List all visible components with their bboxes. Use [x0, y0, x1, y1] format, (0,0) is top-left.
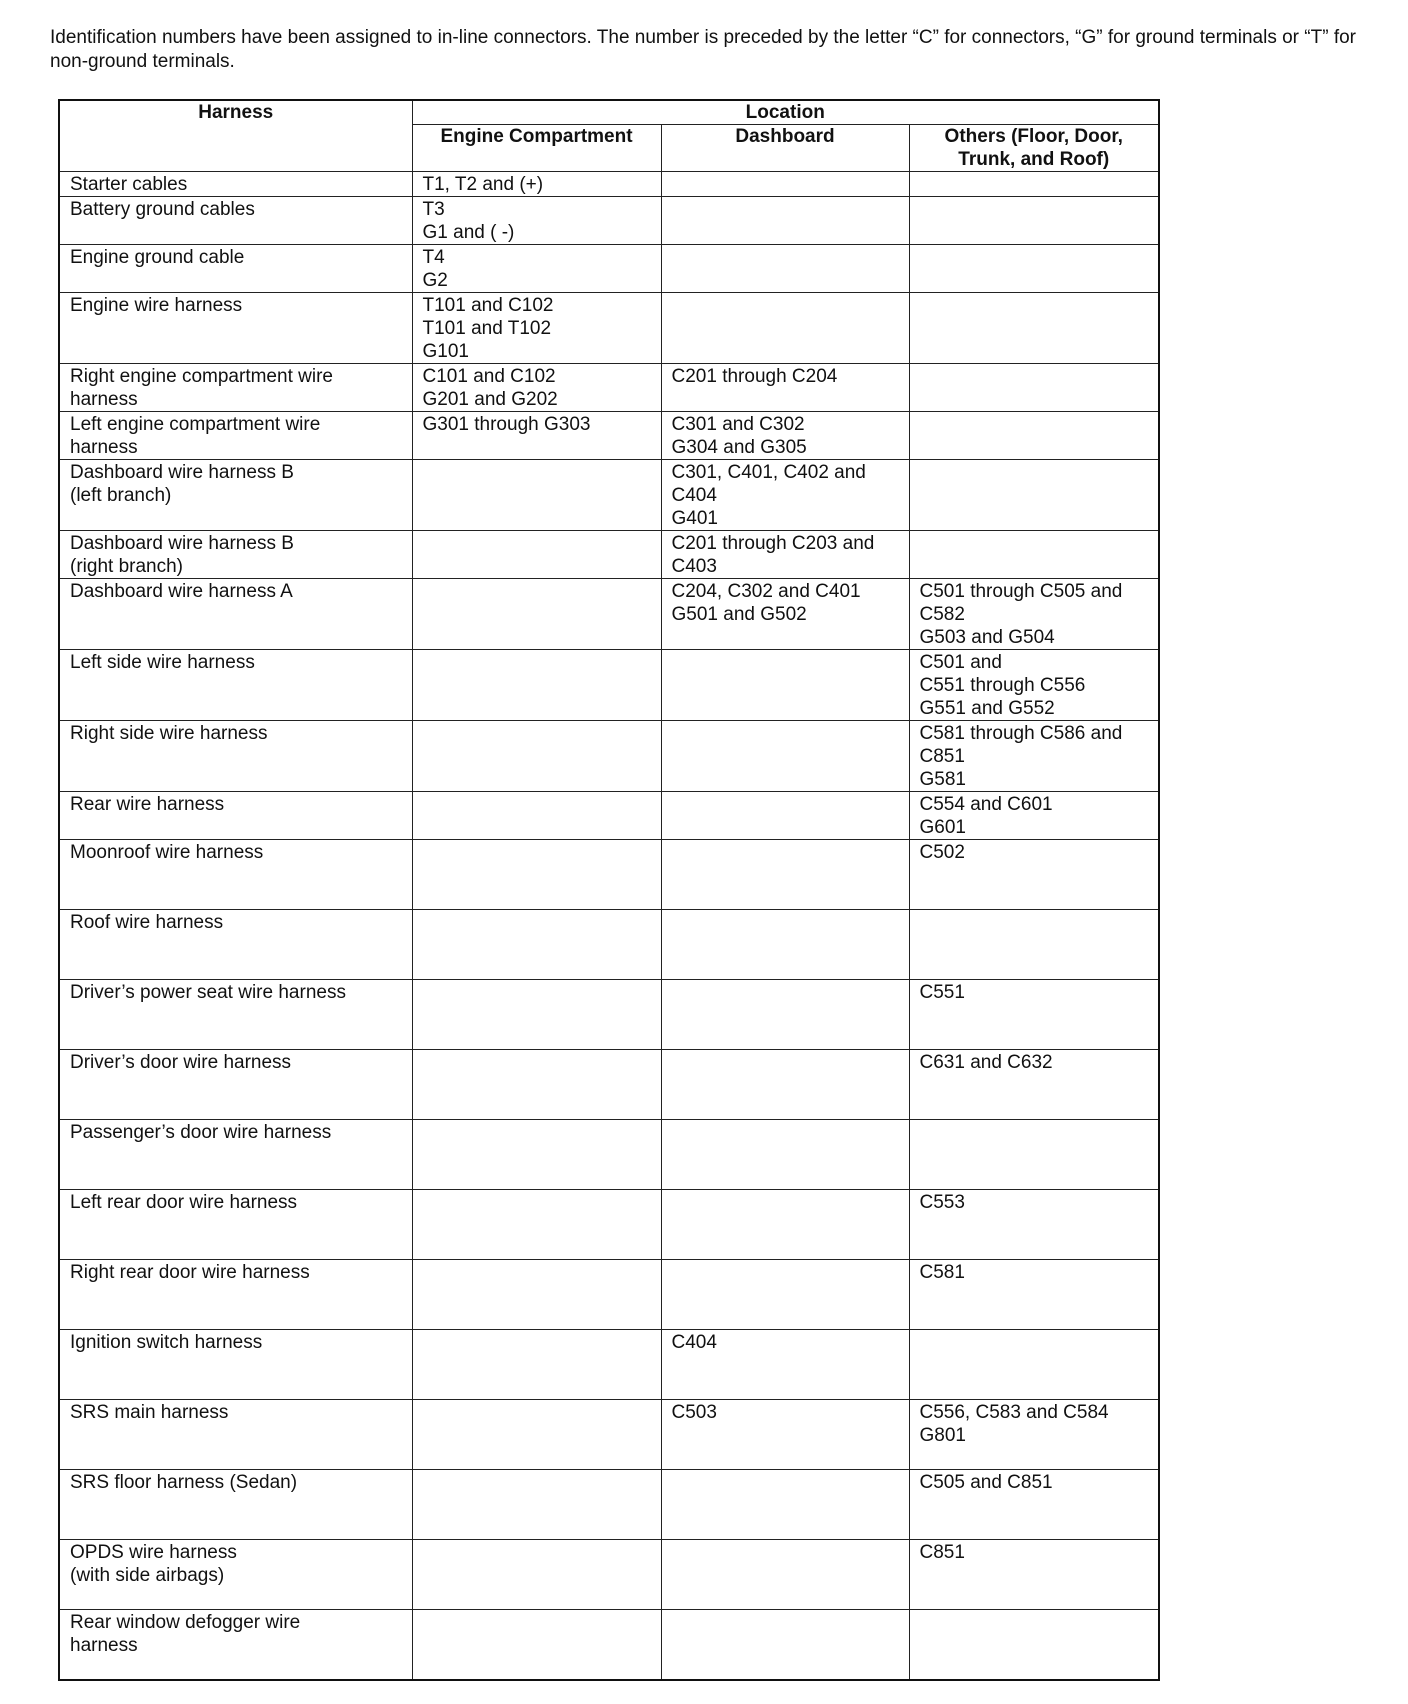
cell-harness-line: Passenger’s door wire harness: [70, 1122, 332, 1143]
cell-harness-line: harness: [70, 437, 138, 458]
cell-dashboard: [661, 792, 909, 840]
cell-harness: [59, 980, 412, 1050]
cell-harness: [59, 1470, 412, 1540]
cell-dashboard-line: G501 and G502: [671, 604, 807, 625]
header-location: Location: [412, 100, 1159, 125]
cell-harness: [59, 412, 412, 460]
cell-harness-line: SRS floor harness (Sedan): [70, 1472, 298, 1493]
cell-others-line: G601: [919, 817, 966, 838]
cell-engine: [412, 1120, 661, 1190]
cell-engine-line: T1, T2 and (+): [422, 174, 544, 195]
cell-others: [909, 460, 1159, 531]
cell-others: [909, 1470, 1159, 1540]
cell-engine: [412, 1330, 661, 1400]
cell-harness: [59, 1400, 412, 1470]
cell-dashboard-line: C201 through C203 and: [671, 533, 875, 554]
cell-others-line: C505 and C851: [919, 1472, 1053, 1493]
header-others-line1: Others (Floor, Door,: [944, 126, 1123, 147]
cell-others: [909, 1330, 1159, 1400]
cell-others-line: G503 and G504: [919, 627, 1055, 648]
cell-harness-line: Moonroof wire harness: [70, 842, 264, 863]
cell-harness: [59, 531, 412, 579]
cell-engine-line: G1 and ( -): [422, 222, 515, 243]
cell-others: [909, 172, 1159, 197]
cell-dashboard: [661, 1540, 909, 1610]
header-dashboard: Dashboard: [661, 125, 909, 172]
cell-engine: [412, 412, 661, 460]
cell-engine-line: G201 and G202: [422, 389, 558, 410]
cell-harness-line: Engine ground cable: [70, 247, 245, 268]
table-row: [59, 197, 1159, 245]
cell-engine: [412, 840, 661, 910]
table-row: [59, 721, 1159, 792]
cell-engine: [412, 172, 661, 197]
cell-others: [909, 1400, 1159, 1470]
header-engine-compartment: Engine Compartment: [412, 125, 661, 172]
cell-others-line: C551: [919, 982, 965, 1003]
table-row: [59, 1540, 1159, 1610]
cell-others: [909, 910, 1159, 980]
cell-others: [909, 531, 1159, 579]
table-body: [59, 172, 1159, 1681]
cell-engine: [412, 1050, 661, 1120]
cell-engine: [412, 1260, 661, 1330]
cell-engine: [412, 293, 661, 364]
cell-harness-line: (left branch): [70, 485, 172, 506]
header-others-line2: Trunk, and Roof): [958, 149, 1110, 170]
cell-engine-line: T101 and T102: [422, 318, 552, 339]
cell-others: [909, 650, 1159, 721]
cell-harness-line: Right engine compartment wire: [70, 366, 333, 387]
cell-harness-line: Dashboard wire harness A: [70, 581, 293, 602]
intro-text: Identification numbers have been assigned to in-line connectors. The number is preceded by the letter “C” for connectors, “G” for ground terminals or “T” for non-ground terminals.: [50, 27, 1356, 72]
cell-others: [909, 1190, 1159, 1260]
cell-others: [909, 197, 1159, 245]
cell-others: [909, 1120, 1159, 1190]
cell-engine: [412, 197, 661, 245]
cell-engine: [412, 650, 661, 721]
cell-dashboard: [661, 721, 909, 792]
cell-harness-line: Ignition switch harness: [70, 1332, 263, 1353]
cell-harness-line: Right side wire harness: [70, 723, 268, 744]
table-row: [59, 1260, 1159, 1330]
cell-engine: [412, 910, 661, 980]
cell-dashboard: [661, 412, 909, 460]
cell-harness: [59, 1330, 412, 1400]
table-row: [59, 910, 1159, 980]
cell-others-line: C851: [919, 746, 965, 767]
cell-harness: [59, 1190, 412, 1260]
cell-dashboard: [661, 1610, 909, 1681]
harness-location-table: [58, 99, 1160, 1681]
cell-engine: [412, 531, 661, 579]
table-row: [59, 792, 1159, 840]
cell-harness-line: (right branch): [70, 556, 183, 577]
cell-engine-line: T4: [422, 247, 445, 268]
cell-others-line: C501 and: [919, 652, 1002, 673]
cell-dashboard-line: G304 and G305: [671, 437, 807, 458]
cell-dashboard-line: C301, C401, C402 and: [671, 462, 866, 483]
cell-others-line: C582: [919, 604, 965, 625]
table-row: [59, 650, 1159, 721]
table-row: [59, 1470, 1159, 1540]
cell-dashboard: [661, 293, 909, 364]
cell-harness: [59, 460, 412, 531]
cell-engine: [412, 792, 661, 840]
cell-engine: [412, 1610, 661, 1681]
cell-engine: [412, 1540, 661, 1610]
cell-harness-line: Driver’s power seat wire harness: [70, 982, 346, 1003]
cell-others: [909, 980, 1159, 1050]
cell-engine: [412, 364, 661, 412]
cell-others-line: C554 and C601: [919, 794, 1053, 815]
cell-engine: [412, 721, 661, 792]
cell-dashboard: [661, 172, 909, 197]
cell-harness-line: harness: [70, 1635, 138, 1656]
table-row: [59, 1610, 1159, 1681]
cell-others: [909, 364, 1159, 412]
table-row: [59, 1330, 1159, 1400]
cell-harness: [59, 1120, 412, 1190]
cell-harness: [59, 197, 412, 245]
cell-dashboard-line: C204, C302 and C401: [671, 581, 861, 602]
table-row: [59, 1120, 1159, 1190]
cell-harness: [59, 579, 412, 650]
cell-others: [909, 1050, 1159, 1120]
cell-engine: [412, 980, 661, 1050]
cell-others-line: C502: [919, 842, 965, 863]
cell-engine-line: T3: [422, 199, 445, 220]
cell-engine-line: C101 and C102: [422, 366, 556, 387]
cell-engine: [412, 579, 661, 650]
cell-harness-line: Dashboard wire harness B: [70, 533, 294, 554]
cell-dashboard: [661, 1260, 909, 1330]
cell-others-line: C501 through C505 and: [919, 581, 1123, 602]
table-row: [59, 1400, 1159, 1470]
cell-harness-line: Engine wire harness: [70, 295, 243, 316]
cell-dashboard-line: C201 through C204: [671, 366, 838, 387]
cell-harness-line: harness: [70, 389, 138, 410]
cell-harness-line: Dashboard wire harness B: [70, 462, 294, 483]
cell-harness: [59, 364, 412, 412]
cell-others: [909, 792, 1159, 840]
cell-engine: [412, 460, 661, 531]
header-others: [909, 125, 1159, 172]
cell-dashboard: [661, 197, 909, 245]
cell-dashboard: [661, 364, 909, 412]
cell-others: [909, 412, 1159, 460]
cell-harness: [59, 1260, 412, 1330]
cell-harness-line: OPDS wire harness: [70, 1542, 237, 1563]
cell-dashboard: [661, 245, 909, 293]
cell-engine: [412, 1470, 661, 1540]
cell-harness-line: Rear window defogger wire: [70, 1612, 301, 1633]
cell-harness-line: Starter cables: [70, 174, 188, 195]
table-row: [59, 579, 1159, 650]
table-row: [59, 460, 1159, 531]
cell-others: [909, 293, 1159, 364]
cell-harness: [59, 172, 412, 197]
cell-others-line: G801: [919, 1425, 966, 1446]
cell-others: [909, 1260, 1159, 1330]
cell-harness-line: Left engine compartment wire: [70, 414, 321, 435]
cell-dashboard: [661, 1470, 909, 1540]
table-row: [59, 364, 1159, 412]
header-harness: Harness: [59, 100, 412, 172]
cell-dashboard: [661, 1330, 909, 1400]
table-row: [59, 840, 1159, 910]
cell-dashboard: [661, 1120, 909, 1190]
cell-harness-line: (with side airbags): [70, 1565, 225, 1586]
table-row: [59, 293, 1159, 364]
cell-harness: [59, 721, 412, 792]
cell-others-line: G581: [919, 769, 966, 790]
cell-others-line: C556, C583 and C584: [919, 1402, 1109, 1423]
table-row: [59, 412, 1159, 460]
cell-harness-line: Roof wire harness: [70, 912, 224, 933]
cell-harness: [59, 840, 412, 910]
table-row: [59, 1190, 1159, 1260]
table-row: [59, 980, 1159, 1050]
cell-harness: [59, 792, 412, 840]
cell-harness: [59, 1610, 412, 1681]
table-row: [59, 172, 1159, 197]
cell-dashboard-line: C404: [671, 1332, 717, 1353]
cell-harness-line: Right rear door wire harness: [70, 1262, 310, 1283]
cell-others-line: G551 and G552: [919, 698, 1055, 719]
cell-harness: [59, 293, 412, 364]
cell-engine: [412, 1400, 661, 1470]
cell-engine-line: G101: [422, 341, 469, 362]
cell-harness: [59, 1540, 412, 1610]
cell-harness: [59, 245, 412, 293]
cell-engine: [412, 245, 661, 293]
cell-others: [909, 579, 1159, 650]
cell-dashboard: [661, 1190, 909, 1260]
table-row: [59, 531, 1159, 579]
cell-dashboard: [661, 1050, 909, 1120]
cell-dashboard: [661, 1400, 909, 1470]
cell-engine-line: T101 and C102: [422, 295, 554, 316]
cell-dashboard-line: C404: [671, 485, 717, 506]
cell-others: [909, 1610, 1159, 1681]
cell-harness-line: Rear wire harness: [70, 794, 225, 815]
cell-others-line: C581: [919, 1262, 965, 1283]
cell-harness: [59, 650, 412, 721]
cell-others: [909, 1540, 1159, 1610]
cell-dashboard: [661, 650, 909, 721]
cell-others-line: C851: [919, 1542, 965, 1563]
cell-others-line: C551 through C556: [919, 675, 1086, 696]
cell-others-line: C581 through C586 and: [919, 723, 1123, 744]
table-row: [59, 245, 1159, 293]
cell-dashboard: [661, 840, 909, 910]
cell-dashboard-line: C503: [671, 1402, 717, 1423]
cell-dashboard: [661, 531, 909, 579]
cell-others: [909, 721, 1159, 792]
cell-dashboard-line: G401: [671, 508, 718, 529]
cell-others: [909, 840, 1159, 910]
cell-harness: [59, 910, 412, 980]
cell-others-line: C553: [919, 1192, 965, 1213]
cell-harness-line: Driver’s door wire harness: [70, 1052, 292, 1073]
cell-harness-line: Left rear door wire harness: [70, 1192, 298, 1213]
cell-harness: [59, 1050, 412, 1120]
table-row: [59, 1050, 1159, 1120]
cell-dashboard: [661, 460, 909, 531]
cell-harness-line: SRS main harness: [70, 1402, 229, 1423]
cell-dashboard: [661, 980, 909, 1050]
cell-dashboard: [661, 910, 909, 980]
cell-dashboard: [661, 579, 909, 650]
cell-engine-line: G301 through G303: [422, 414, 591, 435]
cell-engine: [412, 1190, 661, 1260]
cell-others-line: C631 and C632: [919, 1052, 1053, 1073]
cell-harness-line: Battery ground cables: [70, 199, 255, 220]
cell-engine-line: G2: [422, 270, 448, 291]
cell-others: [909, 245, 1159, 293]
cell-dashboard-line: C301 and C302: [671, 414, 805, 435]
cell-harness-line: Left side wire harness: [70, 652, 255, 673]
cell-dashboard-line: C403: [671, 556, 717, 577]
